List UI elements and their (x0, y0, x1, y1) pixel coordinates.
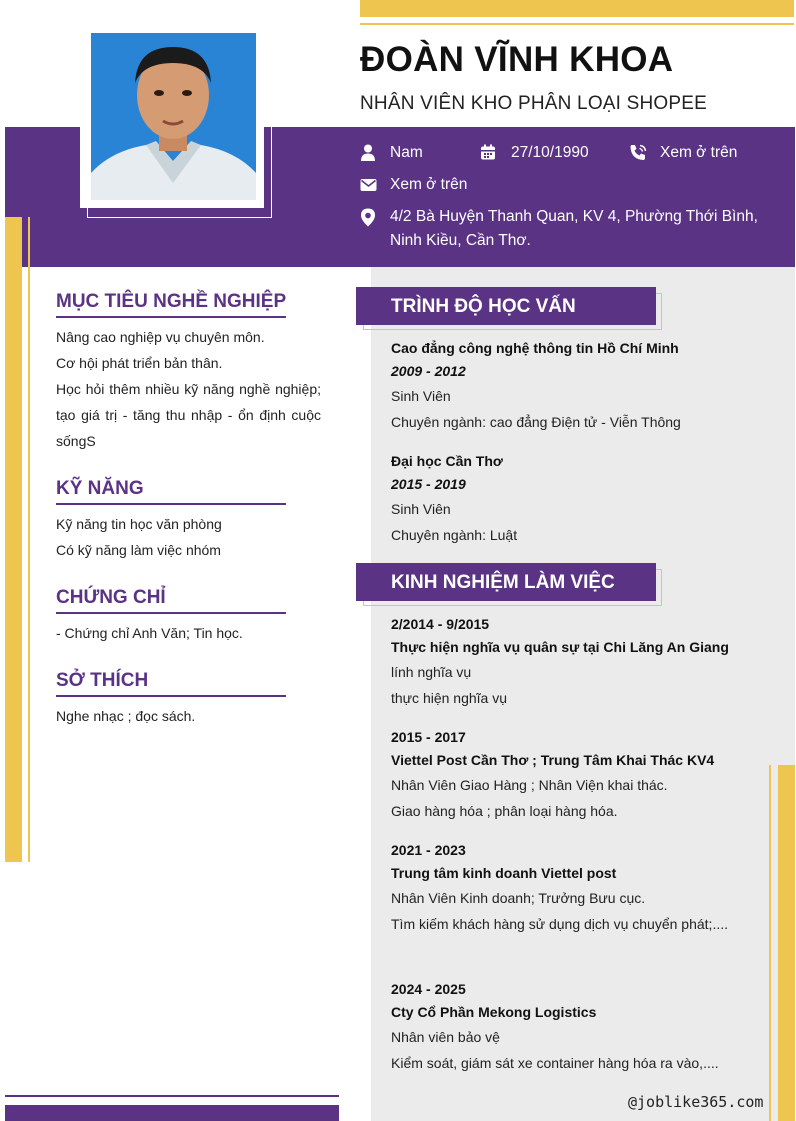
address-line-2: Ninh Kiều, Cần Thơ. (390, 232, 531, 249)
education-detail: Chuyên ngành: cao đẳng Điện tử - Viễn Thông (391, 414, 681, 430)
certificates-underline (56, 612, 286, 614)
skill-item: Có kỹ năng làm việc nhóm (56, 542, 221, 558)
right-accent-line (769, 765, 771, 1121)
left-accent-line (28, 217, 30, 862)
address-line-1: 4/2 Bà Huyện Thanh Quan, KV 4, Phường Thới Bình, (390, 208, 758, 225)
hobbies-heading: SỞ THÍCH (56, 670, 149, 691)
experience-period: 2021 - 2023 (391, 842, 466, 858)
objective-underline (56, 316, 286, 318)
objective-line: Cơ hội phát triển bản thân. (56, 355, 223, 371)
experience-line: Nhân viên bảo vệ (391, 1029, 500, 1045)
experience-line: Nhân Viên Kinh doanh; Trưởng Bưu cục. (391, 890, 646, 906)
phone-icon (629, 144, 647, 162)
experience-company: Viettel Post Cần Thơ ; Trung Tâm Khai Thác KV4 (391, 752, 715, 768)
top-accent-line (360, 23, 794, 25)
education-role: Sinh Viên (391, 388, 451, 404)
experience-period: 2024 - 2025 (391, 981, 466, 997)
profile-photo (91, 33, 256, 200)
education-school: Cao đẳng công nghệ thông tin Hồ Chí Minh (391, 340, 679, 356)
candidate-name: ĐOÀN VĨNH KHOA (360, 40, 674, 79)
certificates-text (56, 620, 321, 646)
experience-line: Kiểm soát, giám sát xe container hàng hóa ra vào,.... (391, 1055, 719, 1071)
hobbies-underline (56, 695, 286, 697)
user-icon (360, 144, 378, 162)
birthdate-value: 27/10/1990 (511, 144, 589, 161)
education-years: 2009 - 2012 (391, 363, 466, 379)
experience-line: Tìm kiếm khách hàng sử dụng dịch vụ chuyển phát;.... (391, 916, 728, 932)
watermark: @joblike365.com (628, 1093, 764, 1111)
objective-text (56, 324, 321, 454)
job-title: NHÂN VIÊN KHO PHÂN LOẠI SHOPEE (360, 93, 708, 114)
education-detail: Chuyên ngành: Luật (391, 527, 518, 543)
right-accent-bar (778, 765, 795, 1121)
education-school: Đại học Cần Thơ (391, 453, 503, 469)
experience-line: Nhân Viên Giao Hàng ; Nhân Viện khai thác. (391, 777, 668, 793)
objective-heading: MỤC TIÊU NGHỀ NGHIỆP (56, 291, 287, 312)
hobbies-text (56, 703, 321, 729)
objective-line: Học hỏi thêm nhiều kỹ năng nghề nghiệp; tạo giá trị - tăng thu nhập - ổn định cuộc sốngS (56, 381, 321, 449)
certificates-heading: CHỨNG CHỈ (56, 587, 166, 608)
skills-heading: KỸ NĂNG (56, 478, 144, 499)
education-role: Sinh Viên (391, 501, 451, 517)
experience-period: 2015 - 2017 (391, 729, 466, 745)
experience-line: lính nghĩa vụ (391, 664, 472, 680)
skills-text (56, 511, 321, 563)
email-value: Xem ở trên (390, 176, 468, 193)
bottom-accent-bar (5, 1105, 339, 1121)
gender-value: Nam (390, 144, 423, 161)
experience-company: Thực hiện nghĩa vụ quân sự tại Chi Lăng An Giang (391, 639, 729, 655)
experience-company: Trung tâm kinh doanh Viettel post (391, 865, 617, 881)
education-years: 2015 - 2019 (391, 476, 466, 492)
experience-period: 2/2014 - 9/2015 (391, 616, 490, 632)
email-icon (360, 178, 378, 196)
bottom-accent-line (5, 1095, 339, 1097)
left-accent-bar (5, 217, 22, 862)
experience-line: thực hiện nghĩa vụ (391, 690, 508, 706)
skill-item: Kỹ năng tin học văn phòng (56, 516, 222, 532)
top-accent-bar (360, 0, 794, 17)
experience-line: Giao hàng hóa ; phân loại hàng hóa. (391, 803, 618, 819)
education-heading: TRÌNH ĐỘ HỌC VẤN (391, 296, 576, 317)
objective-line: Nâng cao nghiệp vụ chuyên môn. (56, 329, 265, 345)
experience-company: Cty Cổ Phần Mekong Logistics (391, 1004, 597, 1020)
certificate-item: - Chứng chỉ Anh Văn; Tin học. (56, 625, 243, 641)
location-icon (360, 208, 378, 226)
hobby-item: Nghe nhạc ; đọc sách. (56, 708, 196, 724)
calendar-icon (480, 144, 498, 162)
skills-underline (56, 503, 286, 505)
phone-value: Xem ở trên (660, 144, 738, 161)
experience-heading: KINH NGHIỆM LÀM VIỆC (391, 572, 615, 593)
